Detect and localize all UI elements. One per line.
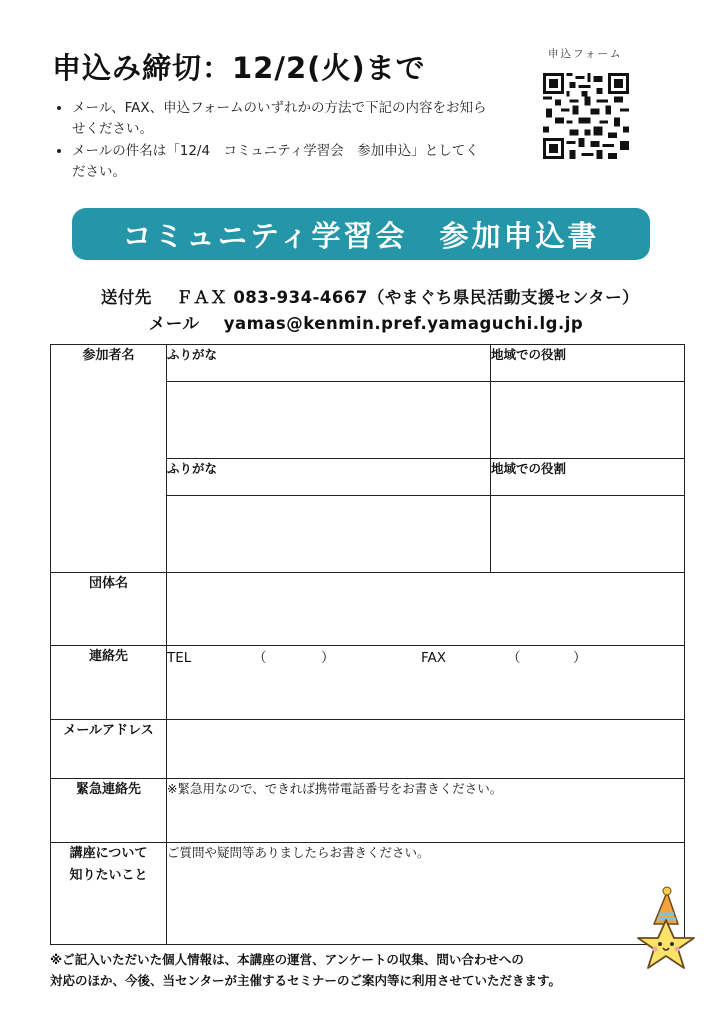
group-name-field[interactable] xyxy=(167,573,685,646)
fax-label: ＦＡＸ xyxy=(176,288,228,307)
contact-label-cell xyxy=(51,646,167,720)
fax-label-field: FAX xyxy=(421,650,447,666)
furigana-field-2[interactable]: ふりがな xyxy=(167,459,491,496)
mail-label: メール xyxy=(148,314,200,333)
fax-paren-open: （ xyxy=(507,650,521,666)
deadline-heading: 申込み締切：12/2(火)まで xyxy=(52,51,426,85)
group-label-cell xyxy=(51,573,167,646)
emergency-label: 緊急連絡先 xyxy=(75,782,141,797)
fax-destination xyxy=(0,284,724,308)
furigana-field-1[interactable]: ふりがな xyxy=(167,345,491,382)
qr-label: 申込フォーム xyxy=(548,48,623,60)
email-label-cell xyxy=(51,720,167,779)
emergency-contact-field[interactable]: ※緊急用なので、できれば携帯電話番号をお書きください。 xyxy=(167,779,685,843)
privacy-line-1: ※ご記入いただいた個人情報は、本講座の運営、アンケートの収集、問い合わせへの xyxy=(50,952,524,967)
questions-label-line-2: 知りたいこと xyxy=(69,868,148,883)
contact-label: 連絡先 xyxy=(88,649,128,664)
questions-label-line-1: 講座について xyxy=(69,846,148,861)
tel-paren-open: （ xyxy=(253,650,267,666)
role-field-1[interactable]: 地域での役割 xyxy=(491,345,685,382)
star-mascot-icon xyxy=(626,886,706,972)
questions-label-cell xyxy=(51,843,167,945)
fax-number: 083-934-4667（やまぐち県民活動支援センター） xyxy=(233,288,640,307)
form-title-banner xyxy=(72,208,650,260)
qr-code-icon[interactable] xyxy=(543,73,629,159)
name-field-2[interactable] xyxy=(167,496,491,573)
send-to-label: 送付先 xyxy=(100,288,152,307)
tel-label: TEL xyxy=(167,650,192,666)
contact-field[interactable] xyxy=(167,646,685,720)
email-label: メールアドレス xyxy=(63,723,154,738)
participant-label: 参加者名 xyxy=(82,348,135,363)
role-input-2[interactable] xyxy=(491,496,685,573)
form-title: コミュニティ学習会 参加申込書 xyxy=(122,218,600,253)
emergency-label-cell xyxy=(51,779,167,843)
mail-address[interactable]: yamas@kenmin.pref.yamaguchi.lg.jp xyxy=(223,314,584,333)
questions-field[interactable]: ご質問や疑問等ありましたらお書きください。 xyxy=(167,843,685,945)
instruction-list xyxy=(58,98,492,184)
privacy-notice xyxy=(50,949,670,991)
email-field[interactable] xyxy=(167,720,685,779)
name-field-1[interactable] xyxy=(167,382,491,459)
participant-label-cell xyxy=(51,345,167,573)
role-input-1[interactable] xyxy=(491,382,685,459)
application-form-table xyxy=(50,344,685,945)
group-label: 団体名 xyxy=(88,576,128,591)
instruction-item: • メールの件名は「12/4 コミュニティ学習会 参加申込」としてください。 xyxy=(72,141,492,182)
tel-paren-close: ） xyxy=(321,650,335,666)
role-field-2[interactable]: 地域での役割 xyxy=(491,459,685,496)
mail-destination xyxy=(0,310,724,334)
instruction-item: • メール、FAX、申込フォームのいずれかの方法で下記の内容をお知らせください。 xyxy=(72,98,492,139)
fax-paren-close: ） xyxy=(573,650,587,666)
privacy-line-2: 対応のほか、今後、当センターが主催するセミナーのご案内等に利用させていただきます。 xyxy=(50,973,562,988)
